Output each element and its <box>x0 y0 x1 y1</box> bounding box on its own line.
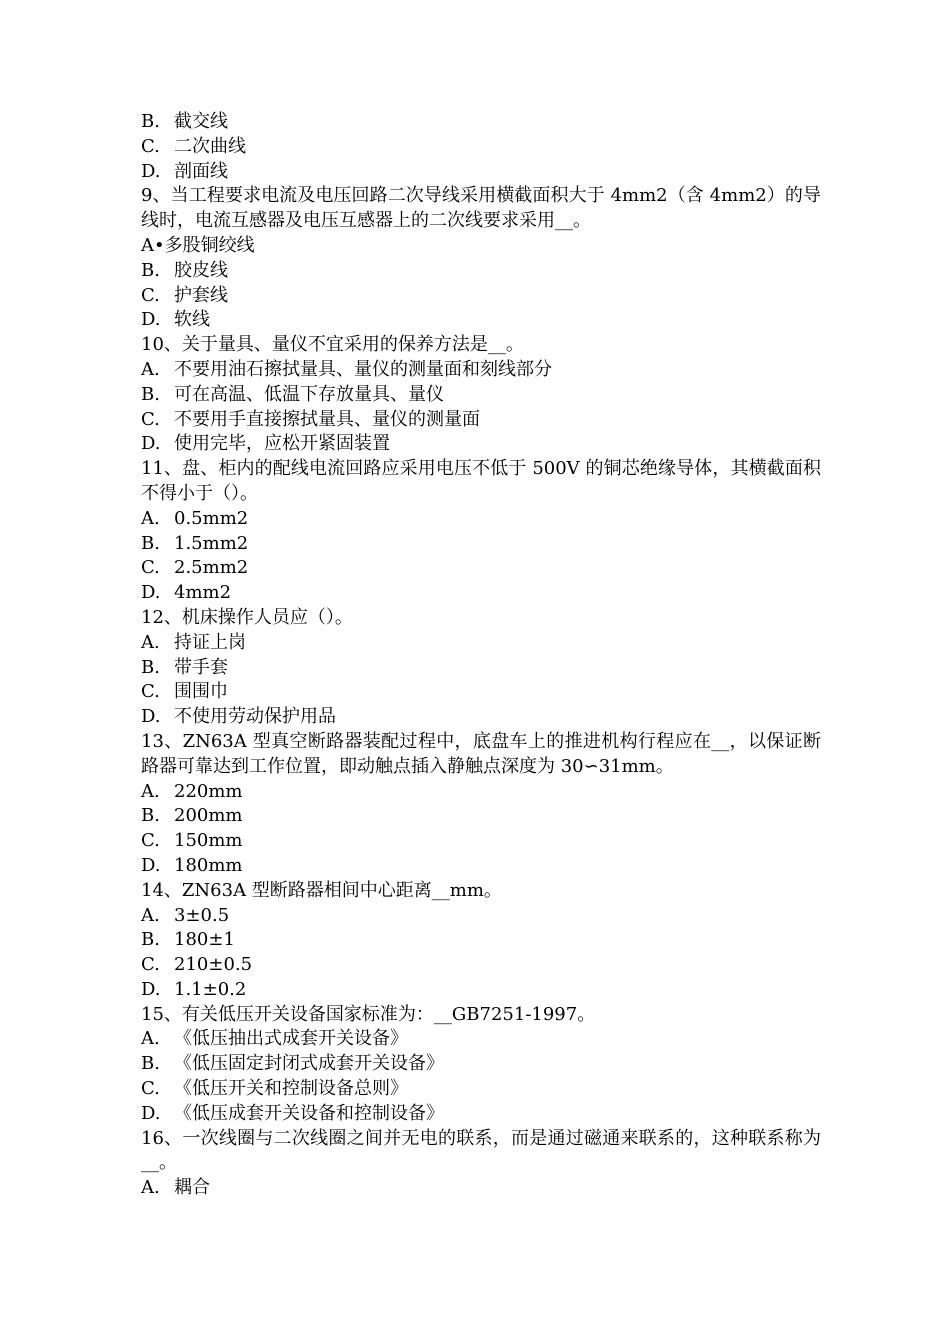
answer-option <box>141 160 821 185</box>
option-letter: A. <box>141 358 160 380</box>
option-letter: B. <box>141 532 160 554</box>
option-text: 胶皮线 <box>174 259 228 281</box>
option-letter: C. <box>141 135 160 157</box>
answer-option <box>141 656 821 681</box>
option-letter: C. <box>141 954 160 976</box>
answer-option <box>141 234 821 259</box>
answer-option <box>141 110 821 135</box>
option-letter: D. <box>141 309 161 331</box>
answer-option <box>141 284 821 309</box>
question-text <box>141 1127 821 1177</box>
question-text <box>141 184 821 234</box>
option-text: 持证上岗 <box>174 631 246 653</box>
option-text: 《低压固定封闭式成套开关设备》 <box>174 1053 444 1075</box>
option-letter: D. <box>141 978 161 1000</box>
option-text: 《低压抽出式成套开关设备》 <box>174 1028 408 1050</box>
option-letter: A. <box>141 780 160 802</box>
option-letter: B. <box>141 111 160 132</box>
option-text: 180mm <box>174 854 243 876</box>
document-page <box>141 110 821 1201</box>
question-label: 10、关于量具、量仪不宜采用的保养方法是__。 <box>141 334 524 356</box>
option-letter: C. <box>141 284 160 306</box>
option-letter: C. <box>141 408 160 430</box>
option-letter: B. <box>141 805 160 827</box>
question-text <box>141 730 821 780</box>
option-text: 剖面线 <box>174 160 228 182</box>
option-text: 使用完毕，应松开紧固装置 <box>174 433 390 455</box>
option-text: 220mm <box>174 780 243 802</box>
option-text: 180±1 <box>174 929 235 951</box>
option-text: 不要用油石擦拭量具、量仪的测量面和刻线部分 <box>174 358 552 380</box>
question-text <box>141 333 821 358</box>
option-letter: B. <box>141 259 160 281</box>
question-label: 14、ZN63A 型断路器相间中心距离__mm。 <box>141 879 502 901</box>
option-text: 200mm <box>174 805 243 827</box>
option-text: 围围巾 <box>174 681 228 703</box>
answer-option <box>141 1052 821 1077</box>
option-text: 150mm <box>174 830 243 852</box>
option-text: 2.5mm2 <box>174 557 249 579</box>
option-letter: A• <box>141 234 165 256</box>
answer-option <box>141 780 821 805</box>
option-text: 不使用劳动保护用品 <box>174 706 336 728</box>
option-letter: D. <box>141 706 161 728</box>
option-text: 带手套 <box>174 656 228 678</box>
answer-option <box>141 1176 821 1201</box>
option-text: 3±0.5 <box>174 904 230 926</box>
option-text: 二次曲线 <box>174 135 246 157</box>
option-letter: B. <box>141 656 160 678</box>
answer-option <box>141 631 821 656</box>
question-label: 9、当工程要求电流及电压回路二次导线采用横截面积大于 4mm2（含 4mm2）的导线时，电流互感器及电压互感器上的二次线要求采用__。 <box>141 185 821 232</box>
answer-option <box>141 556 821 581</box>
option-letter: A. <box>141 1028 160 1050</box>
option-text: 软线 <box>174 309 210 331</box>
answer-option <box>141 804 821 829</box>
question-label: 11、盘、柜内的配线电流回路应采用电压不低于 500V 的铜芯绝缘导体，其横截面积不得小于（）。 <box>141 458 821 504</box>
answer-option <box>141 408 821 433</box>
question-label: 15、有关低压开关设备国家标准为：__GB7251-1997。 <box>141 1003 596 1025</box>
question-text <box>141 1003 821 1028</box>
option-letter: A. <box>141 507 160 529</box>
answer-option <box>141 135 821 160</box>
option-letter: A. <box>141 631 160 653</box>
answer-option <box>141 904 821 929</box>
question-text <box>141 606 821 631</box>
answer-option <box>141 1077 821 1102</box>
option-text: 护套线 <box>174 284 228 306</box>
option-text: 多股铜绞线 <box>164 234 255 256</box>
answer-option <box>141 259 821 284</box>
question-label: 12、机床操作人员应（）。 <box>141 606 353 628</box>
option-letter: C. <box>141 830 160 852</box>
answer-option <box>141 507 821 532</box>
question-label: 13、ZN63A 型真空断路器装配过程中，底盘车上的推进机构行程应在__，以保证断路器可靠达到工作位置，即动触点插入静触点深度为 30∽31mm。 <box>141 730 821 777</box>
option-letter: A. <box>141 1177 160 1199</box>
answer-option <box>141 829 821 854</box>
option-text: 耦合 <box>174 1177 210 1199</box>
answer-option <box>141 581 821 606</box>
answer-option <box>141 432 821 457</box>
option-letter: B. <box>141 1053 160 1075</box>
option-text: 210±0.5 <box>174 954 253 976</box>
answer-option <box>141 308 821 333</box>
option-text: 《低压成套开关设备和控制设备》 <box>174 1102 444 1124</box>
option-letter: D. <box>141 854 161 876</box>
option-text: 4mm2 <box>174 582 232 604</box>
answer-option <box>141 383 821 408</box>
option-letter: C. <box>141 557 160 579</box>
answer-option <box>141 854 821 879</box>
answer-option <box>141 532 821 557</box>
option-letter: D. <box>141 582 161 604</box>
answer-option <box>141 978 821 1003</box>
option-text: 1.1±0.2 <box>174 978 247 1000</box>
option-text: 1.5mm2 <box>174 532 249 554</box>
option-text: 0.5mm2 <box>174 507 249 529</box>
option-letter: C. <box>141 1078 160 1100</box>
answer-option <box>141 680 821 705</box>
answer-option <box>141 1102 821 1127</box>
option-text: 可在高温、低温下存放量具、量仪 <box>174 383 444 405</box>
option-letter: B. <box>141 383 160 405</box>
answer-option <box>141 953 821 978</box>
option-text: 《低压开关和控制设备总则》 <box>174 1078 408 1100</box>
answer-option <box>141 358 821 383</box>
option-letter: B. <box>141 929 160 951</box>
option-letter: D. <box>141 433 161 455</box>
option-text: 截交线 <box>174 111 228 132</box>
answer-option <box>141 1027 821 1052</box>
question-text <box>141 879 821 904</box>
option-text: 不要用手直接擦拭量具、量仪的测量面 <box>174 408 480 430</box>
option-letter: C. <box>141 681 160 703</box>
option-letter: D. <box>141 1102 161 1124</box>
answer-option <box>141 928 821 953</box>
answer-option <box>141 705 821 730</box>
question-label: 16、一次线圈与二次线圈之间并无电的联系，而是通过磁通来联系的，这种联系称为__。 <box>141 1127 821 1174</box>
option-letter: D. <box>141 160 161 182</box>
option-letter: A. <box>141 904 160 926</box>
question-text <box>141 457 821 507</box>
